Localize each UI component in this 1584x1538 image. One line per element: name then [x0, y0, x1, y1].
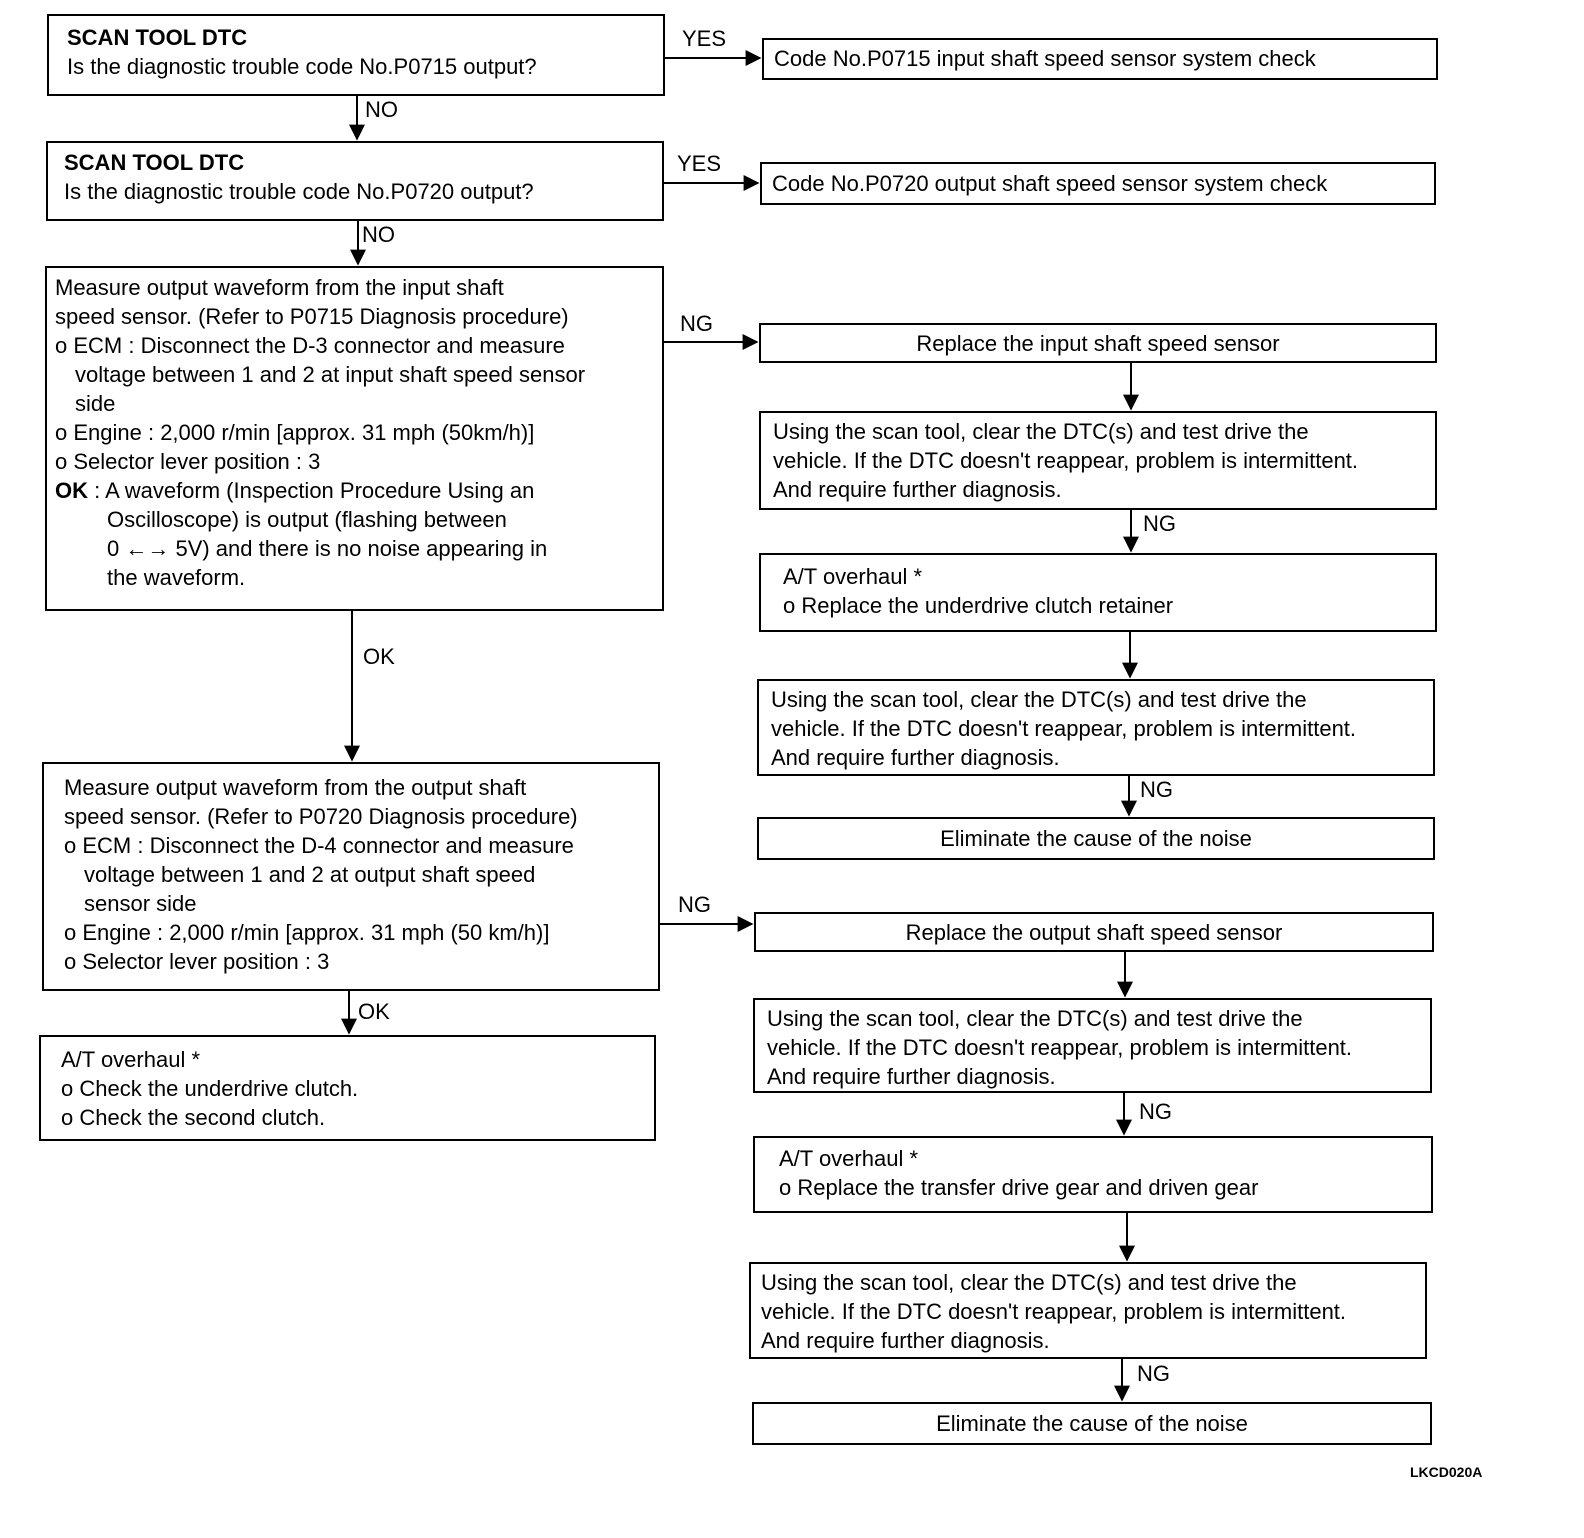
- q2-yes-action-box: [760, 162, 1436, 205]
- clear-dtc-box-4: [749, 1262, 1427, 1359]
- clear-dtc-line: vehicle. If the DTC doesn't reappear, problem is intermittent.: [761, 1299, 1347, 1324]
- q2-yes-action: Code No.P0720 output shaft speed sensor system check: [772, 171, 1328, 196]
- q2-yes-label: YES: [677, 151, 722, 176]
- clear-dtc-line: Using the scan tool, clear the DTC(s) and test drive the: [771, 687, 1307, 712]
- overhaul-transfer-line: A/T overhaul *: [779, 1146, 919, 1171]
- eliminate-noise-box-1: [757, 817, 1435, 860]
- overhaul-retainer-line: o Replace the underdrive clutch retainer: [783, 593, 1174, 618]
- measure-output-line: o Engine : 2,000 r/min [approx. 31 mph (50 km/h)]: [64, 920, 550, 945]
- figure-code: LKCD020A: [1410, 1464, 1483, 1480]
- q1-yes-action: Code No.P0715 input shaft speed sensor system check: [774, 46, 1316, 71]
- input-ok-label: OK: [363, 644, 395, 669]
- q2-title: SCAN TOOL DTC: [64, 150, 245, 175]
- clear-dtc-line: Using the scan tool, clear the DTC(s) and test drive the: [761, 1270, 1297, 1295]
- overhaul-transfer-line: o Replace the transfer drive gear and driven gear: [779, 1175, 1259, 1200]
- replace-output-sensor-text: Replace the output shaft speed sensor: [905, 919, 1283, 945]
- eliminate-noise-text: Eliminate the cause of the noise: [940, 826, 1252, 851]
- replace-input-sensor-text: Replace the input shaft speed sensor: [916, 330, 1280, 356]
- output-ng-label: NG: [678, 892, 711, 917]
- overhaul-retainer-line: A/T overhaul *: [783, 564, 923, 589]
- measure-output-line: voltage between 1 and 2 at output shaft speed: [84, 862, 536, 887]
- q2-question: Is the diagnostic trouble code No.P0720 output?: [64, 179, 534, 204]
- clear-dtc-line: vehicle. If the DTC doesn't reappear, problem is intermittent.: [773, 448, 1359, 473]
- replace-input-sensor-box: [759, 323, 1437, 363]
- r2-ng-label-1: NG: [1139, 1099, 1172, 1124]
- eliminate-noise-text: Eliminate the cause of the noise: [936, 1411, 1248, 1436]
- q1-box: [47, 14, 665, 96]
- input-ng-label: NG: [680, 311, 713, 336]
- q2-box: [46, 141, 664, 221]
- clear-dtc-box-1: [759, 411, 1437, 510]
- overhaul-retainer-box: [759, 553, 1437, 632]
- measure-input-box: [45, 266, 664, 611]
- clear-dtc-line: Using the scan tool, clear the DTC(s) and test drive the: [767, 1006, 1303, 1031]
- measure-input-line: voltage between 1 and 2 at input shaft speed sensor: [75, 362, 586, 387]
- clear-dtc-box-3: [753, 998, 1432, 1093]
- overhaul-transfer-box: [753, 1136, 1433, 1213]
- q1-yes-action-box: [762, 38, 1438, 80]
- eliminate-noise-box-2: [752, 1402, 1432, 1445]
- measure-output-line: speed sensor. (Refer to P0720 Diagnosis procedure): [64, 804, 578, 829]
- r2-ng-label-2: NG: [1137, 1361, 1170, 1386]
- clear-dtc-line: vehicle. If the DTC doesn't reappear, problem is intermittent.: [767, 1035, 1353, 1060]
- measure-input-ok-line: 0 ←→ 5V) and there is no noise appearing in: [107, 536, 548, 561]
- measure-input-ok-criteria: [55, 476, 662, 505]
- measure-input-ok-line: the waveform.: [107, 565, 246, 590]
- overhaul-left-line: A/T overhaul *: [61, 1047, 201, 1072]
- q2-no-label: NO: [362, 222, 395, 247]
- overhaul-left-box: [39, 1035, 656, 1141]
- clear-dtc-box-2: [757, 679, 1435, 776]
- measure-output-line: Measure output waveform from the output shaft: [64, 775, 527, 800]
- output-ok-label: OK: [358, 999, 390, 1024]
- measure-input-line: o Selector lever position : 3: [55, 449, 321, 474]
- replace-output-sensor-box: [754, 912, 1434, 952]
- clear-dtc-line: And require further diagnosis.: [767, 1064, 1056, 1089]
- clear-dtc-line: And require further diagnosis.: [773, 477, 1062, 502]
- r1-ng-label-1: NG: [1143, 511, 1176, 536]
- measure-input-line: Measure output waveform from the input shaft: [55, 275, 504, 300]
- measure-output-line: o ECM : Disconnect the D-4 connector and measure: [64, 833, 574, 858]
- clear-dtc-line: And require further diagnosis.: [771, 745, 1060, 770]
- measure-input-line: o ECM : Disconnect the D-3 connector and measure: [55, 333, 565, 358]
- measure-input-line: speed sensor. (Refer to P0715 Diagnosis procedure): [55, 304, 569, 329]
- measure-input-ok-line: Oscilloscope) is output (flashing between: [107, 507, 507, 532]
- q1-question: Is the diagnostic trouble code No.P0715 output?: [67, 54, 537, 79]
- q1-yes-label: YES: [682, 26, 727, 51]
- measure-output-line: o Selector lever position : 3: [64, 949, 330, 974]
- ok-criteria-label: OK: [55, 478, 88, 503]
- overhaul-left-line: o Check the underdrive clutch.: [61, 1076, 359, 1101]
- measure-input-line: o Engine : 2,000 r/min [approx. 31 mph (50km/h)]: [55, 420, 535, 445]
- q1-title: SCAN TOOL DTC: [67, 25, 248, 50]
- clear-dtc-line: And require further diagnosis.: [761, 1328, 1050, 1353]
- measure-output-box: [42, 762, 660, 991]
- q1-no-label: NO: [365, 97, 398, 122]
- ok-criteria-text: : A waveform (Inspection Procedure Using an: [94, 478, 535, 503]
- clear-dtc-line: vehicle. If the DTC doesn't reappear, problem is intermittent.: [771, 716, 1357, 741]
- overhaul-left-line: o Check the second clutch.: [61, 1105, 326, 1130]
- measure-output-line: sensor side: [84, 891, 197, 916]
- clear-dtc-line: Using the scan tool, clear the DTC(s) and test drive the: [773, 419, 1309, 444]
- measure-input-line: side: [75, 391, 116, 416]
- r1-ng-label-2: NG: [1140, 777, 1173, 802]
